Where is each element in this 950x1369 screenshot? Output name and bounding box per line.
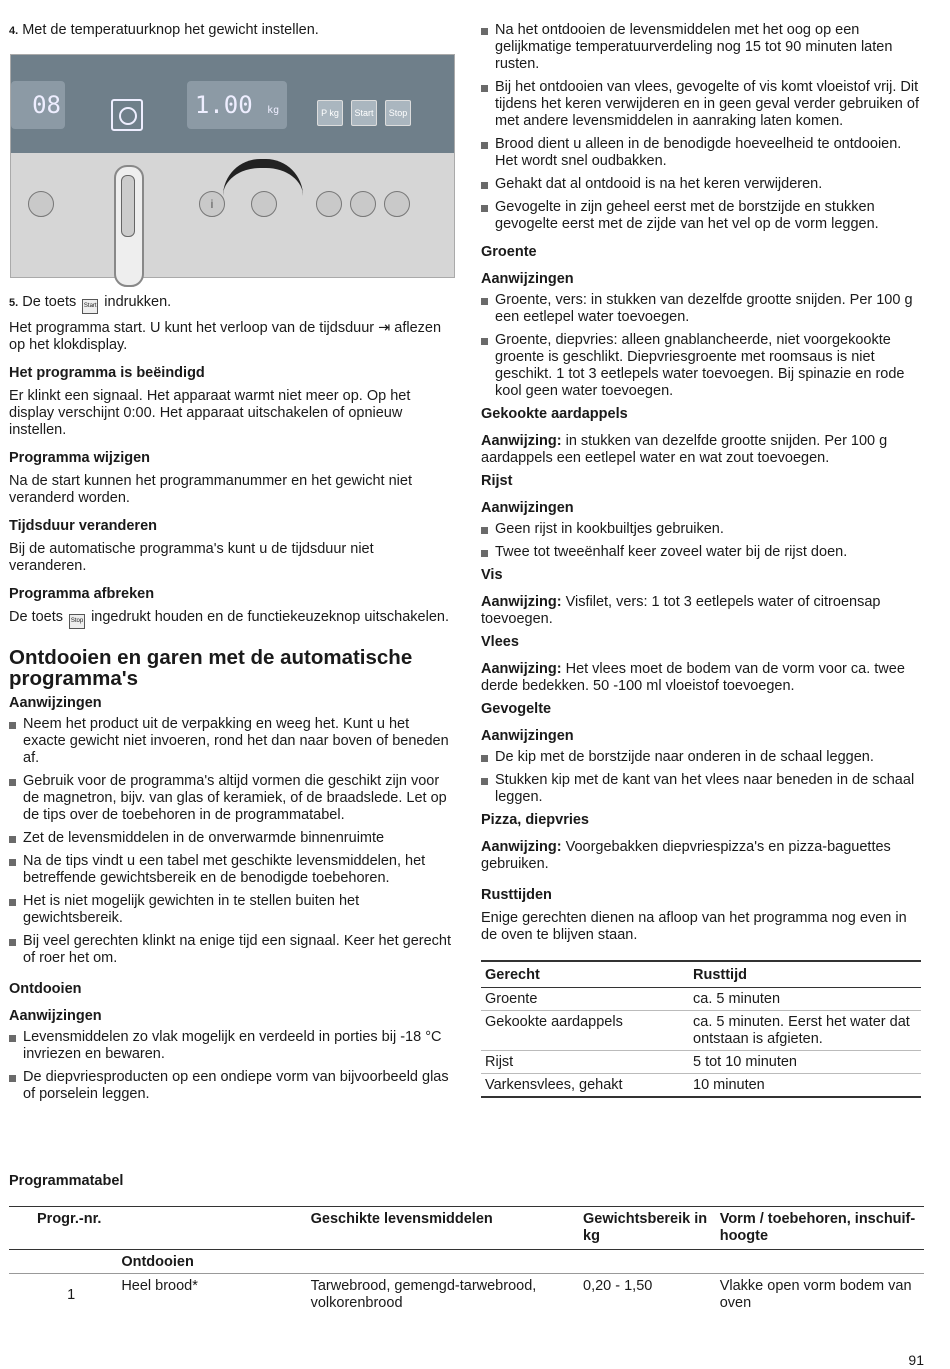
table-header-row xyxy=(9,1207,924,1250)
table-cell: Vlakke open vorm bodem van oven xyxy=(719,1278,912,1311)
paragraph xyxy=(481,594,926,628)
program-display: 08 xyxy=(11,81,65,129)
weight-unit: kg xyxy=(267,105,280,116)
list-item: Het is niet mogelijk gewichten in te stellen buiten het gewichtsbereik. xyxy=(9,893,454,927)
section-pizza xyxy=(481,812,926,873)
text: in stukken van dezelfde grootte snijden. Per 100 g aardappels een eetlepel water en wat zout toevoegen. xyxy=(481,433,888,466)
table-cell: Tarwebrood, gemengd-tarwebrood, volkorenbrood xyxy=(310,1278,537,1311)
table-cell xyxy=(9,1250,117,1274)
section-title: Groente xyxy=(481,244,537,260)
rusttijden-table xyxy=(481,960,921,1098)
table-cell: Heel brood* xyxy=(121,1278,198,1294)
program-weight-key[interactable]: P kg xyxy=(317,100,343,126)
list-item: Bij het ontdooien van vlees, gevogelte of vis komt vloeistof vrij. Dit tijdens het keren verwijderen en in geen geval verder gebruiken of met andere levensmiddelen in aanraking laten komen. xyxy=(481,79,926,130)
programma-table xyxy=(9,1206,924,1314)
section-title: Aanwijzingen xyxy=(9,695,102,711)
list-item: Gebruik voor de programma's altijd vormen die geschikt zijn voor de magnetron, bijv. van glas of keramiek, of de braadslede. Let op de tips over de toebehoren in de programmatabel. xyxy=(9,773,454,824)
section-title: Aanwijzingen xyxy=(9,1008,102,1024)
column-header: Rusttijd xyxy=(689,961,921,988)
list-item: Zet de levensmiddelen in de onverwarmde binnenruimte xyxy=(9,830,454,847)
step-text: Met de temperatuurknop het gewicht instellen. xyxy=(22,22,319,38)
section-beeindigd xyxy=(9,365,454,439)
list-item: Gevogelte in zijn geheel eerst met de borstzijde en stukken gevogelte eerst met de zijde van het vel op de vorm leggen. xyxy=(481,199,926,233)
section-rijst xyxy=(481,473,926,561)
control-panel-illustration xyxy=(10,54,455,278)
table-row xyxy=(481,1051,921,1074)
section-vlees xyxy=(481,634,926,695)
key-6[interactable] xyxy=(384,191,410,217)
section-title: Rusttijden xyxy=(481,887,552,903)
bullet-list xyxy=(9,1029,454,1103)
section-gevogelte xyxy=(481,701,926,806)
stop-key-icon: Stop xyxy=(69,614,85,629)
column-header: Gewichtsbereik in kg xyxy=(579,1207,716,1250)
section-afbreken xyxy=(9,586,454,629)
table-row xyxy=(481,1011,921,1051)
start-key[interactable]: Start xyxy=(351,100,377,126)
table-row xyxy=(481,988,921,1011)
list-item: Geen rijst in kookbuiltjes gebruiken. xyxy=(481,521,926,538)
paragraph xyxy=(481,433,926,467)
paragraph: Bij de automatische programma's kunt u de tijdsduur niet veranderen. xyxy=(9,541,374,574)
weight-value: 1.00 xyxy=(194,91,253,119)
weight-display xyxy=(187,81,287,129)
list-item: Groente, vers: in stukken van dezelfde grootte snijden. Per 100 g een eetlepel water toevoegen. xyxy=(481,292,926,326)
stop-key[interactable]: Stop xyxy=(385,100,411,126)
table-cell: Varkensvlees, gehakt xyxy=(481,1074,689,1098)
section-title: Gevogelte xyxy=(481,701,552,717)
list-item: Levensmiddelen zo vlak mogelijk en verdeeld in porties bij -18 °C invriezen en bewaren. xyxy=(9,1029,454,1063)
step-text: De toets xyxy=(22,294,77,310)
page-number: 91 xyxy=(908,1352,924,1368)
section-vis xyxy=(481,567,926,628)
list-item: Gehakt dat al ontdooid is na het keren verwijderen. xyxy=(481,176,926,193)
section-title: Gekookte aardappels xyxy=(481,406,628,422)
main-heading: Ontdooien en garen met de automatische programma's xyxy=(9,646,413,690)
label: Aanwijzing: xyxy=(481,433,562,449)
column-header: Vorm / toebehoren, inschuif-hoogte xyxy=(716,1207,924,1250)
table-cell: ca. 5 minuten. Eerst het water dat ontstaan is afgieten. xyxy=(689,1011,921,1051)
section-rusttijden xyxy=(481,887,926,944)
list-item: Brood dient u alleen in de benodigde hoeveelheid te ontdooien. Het wordt snel oudbakken. xyxy=(481,136,926,170)
section-title: Programma wijzigen xyxy=(9,450,151,466)
section-wijzigen xyxy=(9,450,454,507)
table-header-row xyxy=(481,961,921,988)
table-cell: 5 tot 10 minuten xyxy=(689,1051,921,1074)
column-header: Progr.-nr. xyxy=(9,1207,307,1250)
list-item: Groente, diepvries: alleen gnablancheerde, niet voorgekookte groente is geschlikt. Diepvriesgroente met roomsaus is niet geschikt. 1 tot 3 eetlepels water toevoegen. Bij spinazie en rode kool geen water toevoegen. xyxy=(481,332,926,400)
section-groente xyxy=(481,244,926,400)
step-5 xyxy=(9,294,454,314)
table-row xyxy=(481,1074,921,1098)
table-cell: Gekookte aardappels xyxy=(481,1011,689,1051)
list-item: Stukken kip met de kant van het vlees naar beneden in de schaal leggen. xyxy=(481,772,926,806)
left-column xyxy=(9,22,454,1109)
section-title: Ontdooien xyxy=(9,981,82,997)
section-title: Het programma is beëindigd xyxy=(9,365,205,381)
right-column xyxy=(481,22,926,1098)
info-key[interactable]: i xyxy=(199,191,225,217)
function-selector[interactable] xyxy=(114,165,144,287)
table-cell: Rijst xyxy=(481,1051,689,1074)
table-cell: ca. 5 minuten xyxy=(689,988,921,1011)
bullet-list xyxy=(481,521,926,561)
rotate-arrow-icon xyxy=(223,159,303,196)
list-item: De diepvriesproducten op een ondiepe vorm van bijvoorbeeld glas of porselein leggen. xyxy=(9,1069,454,1103)
start-key-icon: Start xyxy=(82,299,98,314)
column-header: Geschikte levensmiddelen xyxy=(307,1207,579,1250)
list-item: Neem het product uit de verpakking en weeg het. Kunt u het exacte gewicht niet invoeren, rond het dan naar boven of beneden af. xyxy=(9,716,454,767)
section-title: Aanwijzingen xyxy=(481,728,574,744)
list-item: Na de tips vindt u een tabel met geschikte levensmiddelen, het betreffende gewichtsbereik en de benodigde toebehoren. xyxy=(9,853,454,887)
section-title: Tijdsduur veranderen xyxy=(9,518,157,534)
paragraph xyxy=(9,609,454,629)
key-4[interactable] xyxy=(316,191,342,217)
paragraph: Het programma start. U kunt het verloop van de tijdsduur ⇥ aflezen op het klokdisplay. xyxy=(9,320,442,353)
text: Voorgebakken diepvriespizza's en pizza-baguettes gebruiken. xyxy=(481,839,891,872)
table-cell: 1 xyxy=(67,1286,76,1303)
section-title: Vlees xyxy=(481,634,519,650)
section-tijdsduur xyxy=(9,518,454,575)
section-title: Pizza, diepvries xyxy=(481,812,589,828)
section-title: Rijst xyxy=(481,473,513,489)
text: De toets xyxy=(9,609,63,625)
paragraph xyxy=(481,661,926,695)
bullet-list xyxy=(9,716,454,967)
label: Aanwijzing: xyxy=(481,594,562,610)
paragraph: Na de start kunnen het programmanummer en het gewicht niet veranderd worden. xyxy=(9,473,412,506)
list-item: Na het ontdooien de levensmiddelen met het oog op een gelijkmatige temperatuurverdeling nog 15 tot 90 minuten laten rusten. xyxy=(481,22,926,73)
table-cell: 0,20 - 1,50 xyxy=(583,1278,653,1294)
list-item: De kip met de borstzijde naar onderen in de schaal leggen. xyxy=(481,749,926,766)
table-subheader: Ontdooien xyxy=(117,1250,924,1274)
temperature-knob[interactable] xyxy=(28,191,54,217)
table-cell: Groente xyxy=(481,988,689,1011)
table-subheader-row xyxy=(9,1250,924,1274)
section-ontdooien xyxy=(9,981,454,1103)
list-item: Bij veel gerechten klinkt na enige tijd een signaal. Keer het gerecht of roer het om. xyxy=(9,933,454,967)
text: Het vlees moet de bodem van de vorm voor ca. twee derde bedekken. 50 -100 ml vloeistof toevoegen. xyxy=(481,661,905,694)
section-title: Vis xyxy=(481,567,503,583)
list-item: Twee tot tweeënhalf keer zoveel water bij de rijst doen. xyxy=(481,544,926,561)
bullet-list xyxy=(481,292,926,400)
text: ingedrukt houden en de functiekeuzeknop uitschakelen. xyxy=(91,609,449,625)
column-header: Gerecht xyxy=(481,961,689,988)
section-title: Programma afbreken xyxy=(9,586,155,602)
bullet-list xyxy=(481,749,926,806)
paragraph xyxy=(481,839,926,873)
step-4 xyxy=(9,22,454,40)
paragraph: Er klinkt een signaal. Het apparaat warmt niet meer op. Op het display verschijnt 0:00. Het apparaat uitschakelen of opnieuw instellen. xyxy=(9,388,411,438)
label: Aanwijzing: xyxy=(481,839,562,855)
paragraph: Enige gerechten dienen na afloop van het programma nog even in de oven te blijven staan. xyxy=(481,910,907,943)
power-icon xyxy=(111,99,143,131)
table-row xyxy=(9,1274,924,1315)
label: Aanwijzing: xyxy=(481,661,562,677)
step-number: 5. xyxy=(9,297,19,309)
section-title: Aanwijzingen xyxy=(481,271,574,287)
bullet-list xyxy=(481,22,926,233)
step-text: indrukken. xyxy=(104,294,172,310)
table-cell: 10 minuten xyxy=(689,1074,921,1098)
table-title: Programmatabel xyxy=(9,1173,124,1189)
section-title: Aanwijzingen xyxy=(481,500,574,516)
step-number: 4. xyxy=(9,25,19,37)
key-5[interactable] xyxy=(350,191,376,217)
text: Visfilet, vers: 1 tot 3 eetlepels water of citroensap toevoegen. xyxy=(481,594,881,627)
section-aardappels xyxy=(481,406,926,467)
